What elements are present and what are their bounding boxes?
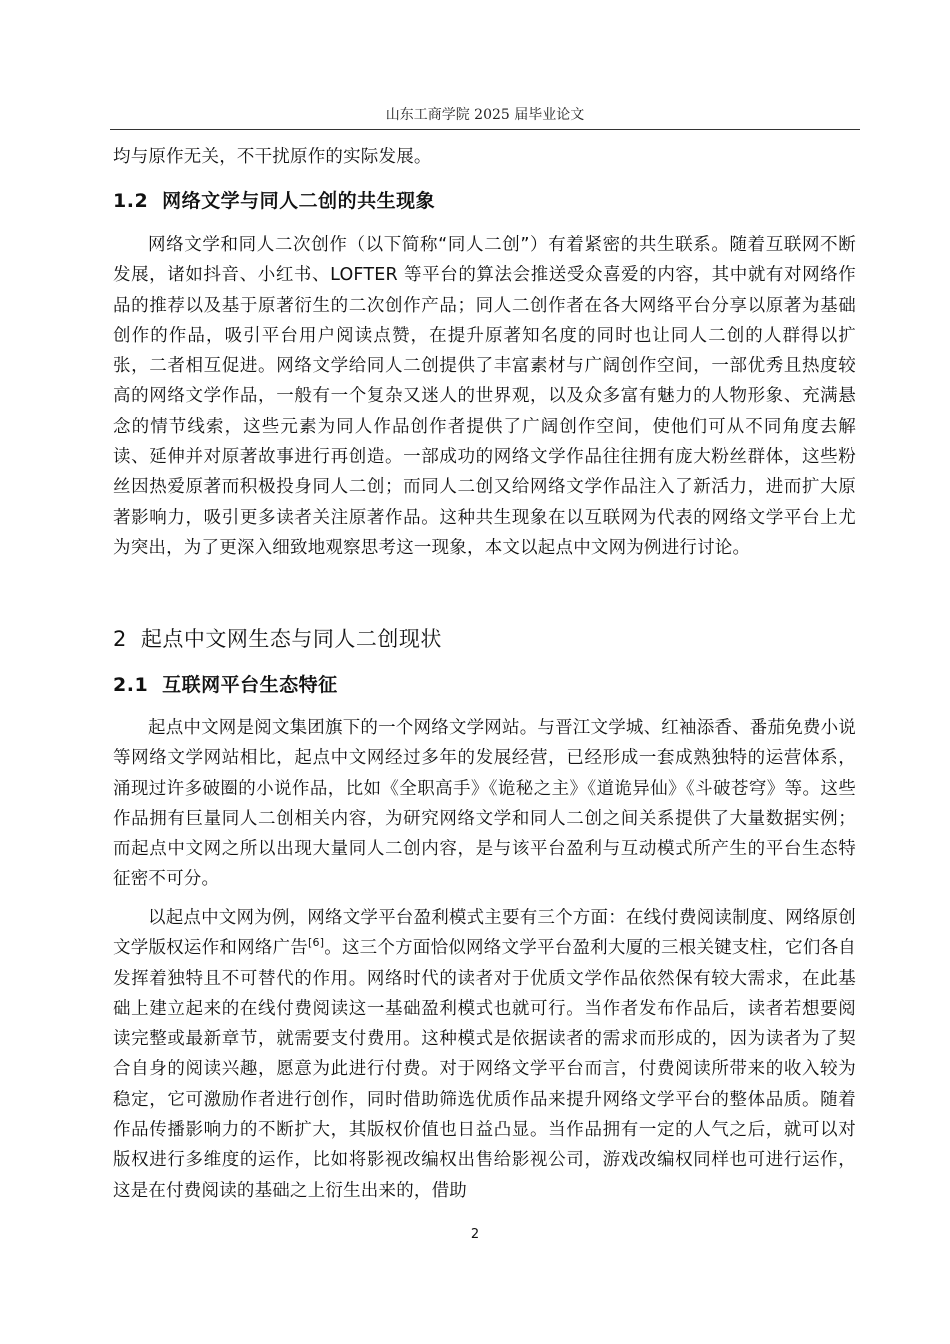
section-heading-1-2 xyxy=(113,186,435,213)
paragraph-2-1-a: 起点中文网是阅文集团旗下的一个网络文学网站。与晋江文学城、红袖添香、番茄免费小说等网络文学网站相比，起点中文网经过多年的发展经营，已经形成一套成熟独特的运营体系，涌现过许多破圈的小说作品，比如《全职高手》《诡秘之主》《道诡异仙》《斗破苍穹》等。这些作品拥有巨量同人二创相关内容，为研究网络文学和同人二创之间关系提供了大量数据实例；而起点中文网之所以出现大量同人二创内容，是与该平台盈利与互动模式所产生的平台生态特征密不可分。 xyxy=(113,718,856,890)
section-heading-2-1 xyxy=(113,670,338,697)
running-header: 山东工商学院 2025 届毕业论文 xyxy=(385,107,585,123)
chapter-title: 起点中文网生态与同人二创现状 xyxy=(140,627,442,651)
section-title: 网络文学与同人二创的共生现象 xyxy=(162,190,436,212)
paragraph-text: 以起点中文网为例，网络文学平台盈利模式主要有三个方面：在线付费阅读制度、网络原创文学版权运作和网络广告 xyxy=(113,908,856,959)
chapter-heading-2 xyxy=(113,623,442,653)
section-title: 互联网平台生态特征 xyxy=(162,674,338,696)
citation-reference: [6] xyxy=(308,936,325,950)
section-number: 2.1 xyxy=(113,674,149,696)
continuation-text: 均与原作无关，不干扰原作的实际发展。 xyxy=(113,147,432,167)
header-rule xyxy=(110,129,860,130)
section-number: 1.2 xyxy=(113,190,149,212)
page-number: 2 xyxy=(470,1227,480,1242)
paragraph-1-2: 网络文学和同人二次创作（以下简称“同人二创”）有着紧密的共生联系。随着互联网不断发展，诸如抖音、小红书、LOFTER 等平台的算法会推送受众喜爱的内容，其中就有对网络作品的推荐以及基于原著衍生的二次创作产品；同人二创作者在各大网络平台分享以原著为基础创作的作品，吸引平台用户阅读点赞，在提升原著知名度的同时也让同人二创的人群得以扩张，二者相互促进。网络文学给同人二创提供了丰富素材与广阔创作空间，一部优秀且热度较高的网络文学作品，一般有一个复杂又迷人的世界观，以及众多富有魅力的人物形象、充满悬念的情节线索，这些元素为同人作品创作者提供了广阔创作空间，使他们可从不同角度去解读、延伸并对原著故事进行再创造。一部成功的网络文学作品往往拥有庞大粉丝群体，这些粉丝因热爱原著而积极投身同人二创；而同人二创又给网络文学作品注入了新活力，进而扩大原著影响力，吸引更多读者关注原著作品。这种共生现象在以互联网为代表的网络文学平台上尤为突出，为了更深入细致地观察思考这一现象，本文以起点中文网为例进行讨论。 xyxy=(113,235,856,558)
paragraph-2-1-b xyxy=(113,903,856,1206)
chapter-number: 2 xyxy=(113,627,127,651)
paragraph-text-continued: 。这三个方面恰似网络文学平台盈利大厦的三根关键支柱，它们各自发挥着独特且不可替代的作用。网络时代的读者对于优质文学作品依然保有较大需求，在此基础上建立起来的在线付费阅读这一基础盈利模式也就可行。当作者发布作品后，读者若想要阅读完整或最新章节，就需要支付费用。这种模式是依据读者的需求而形成的，因为读者为了契合自身的阅读兴趣，愿意为此进行付费。对于网络文学平台而言，付费阅读所带来的收入较为稳定，它可激励作者进行创作，同时借助筛选优质作品来提升网络文学平台的整体品质。随着作品传播影响力的不断扩大，其版权价值也日益凸显。当作品拥有一定的人气之后，就可以对版权进行多维度的运作，比如将影视改编权出售给影视公司，游戏改编权同样也可进行运作，这是在付费阅读的基础之上衍生出来的，借助 xyxy=(113,938,856,1201)
